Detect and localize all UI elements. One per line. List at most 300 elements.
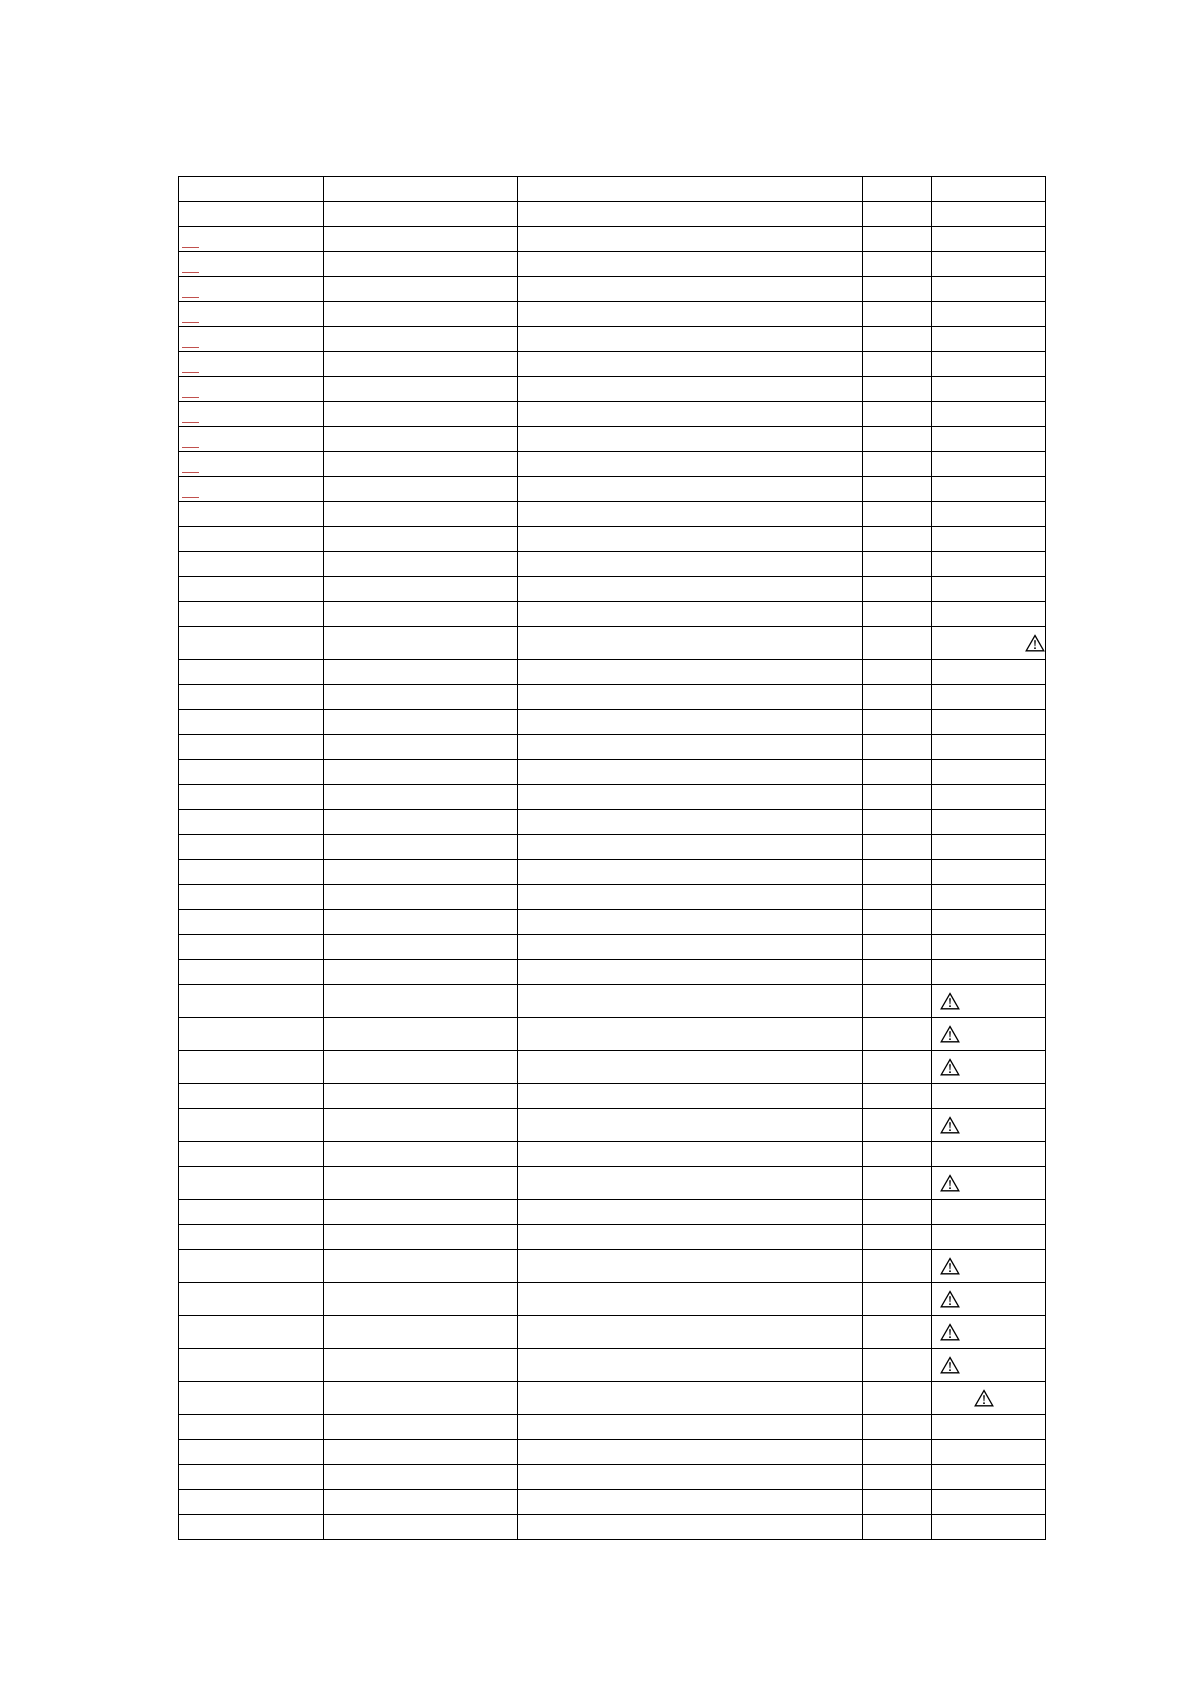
table-row bbox=[179, 177, 1046, 202]
description-cell bbox=[518, 985, 863, 1018]
remarks-cell bbox=[932, 1225, 1046, 1250]
description-cell bbox=[518, 860, 863, 885]
ref-cell bbox=[179, 1515, 324, 1540]
ref-cell bbox=[179, 735, 324, 760]
remarks-cell bbox=[932, 477, 1046, 502]
ref-cell bbox=[179, 785, 324, 810]
description-cell bbox=[518, 427, 863, 452]
qty-cell bbox=[863, 735, 932, 760]
description-cell bbox=[518, 1316, 863, 1349]
remarks-cell bbox=[932, 685, 1046, 710]
part-no-cell bbox=[324, 1109, 518, 1142]
qty-cell bbox=[863, 910, 932, 935]
remarks-cell bbox=[932, 1440, 1046, 1465]
part-no-cell bbox=[324, 627, 518, 660]
remarks-cell bbox=[932, 1465, 1046, 1490]
qty-cell bbox=[863, 302, 932, 327]
remarks-cell bbox=[932, 785, 1046, 810]
part-no-cell bbox=[324, 1200, 518, 1225]
qty-cell bbox=[863, 685, 932, 710]
table-row bbox=[179, 502, 1046, 527]
part-no-cell bbox=[324, 985, 518, 1018]
ref-cell bbox=[179, 177, 324, 202]
warning-triangle-icon bbox=[940, 992, 960, 1010]
table-row bbox=[179, 860, 1046, 885]
qty-cell bbox=[863, 177, 932, 202]
table-row bbox=[179, 685, 1046, 710]
table-row bbox=[179, 352, 1046, 377]
remarks-cell bbox=[932, 552, 1046, 577]
table-row bbox=[179, 1283, 1046, 1316]
description-cell bbox=[518, 735, 863, 760]
remarks-cell bbox=[932, 1018, 1046, 1051]
remarks-cell bbox=[932, 452, 1046, 477]
description-cell bbox=[518, 552, 863, 577]
table-row bbox=[179, 602, 1046, 627]
warning-triangle-icon bbox=[940, 1058, 960, 1076]
table-row bbox=[179, 1465, 1046, 1490]
table-row bbox=[179, 1382, 1046, 1415]
qty-cell bbox=[863, 1316, 932, 1349]
table-row bbox=[179, 402, 1046, 427]
warning-triangle-icon bbox=[940, 1290, 960, 1308]
ref-cell bbox=[179, 985, 324, 1018]
remarks-cell bbox=[932, 202, 1046, 227]
ref-cell bbox=[179, 552, 324, 577]
table-row bbox=[179, 1250, 1046, 1283]
qty-cell bbox=[863, 885, 932, 910]
qty-cell bbox=[863, 627, 932, 660]
part-no-cell bbox=[324, 1382, 518, 1415]
qty-cell bbox=[863, 1084, 932, 1109]
part-no-cell bbox=[324, 527, 518, 552]
description-cell bbox=[518, 1349, 863, 1382]
table-row bbox=[179, 552, 1046, 577]
qty-cell bbox=[863, 1465, 932, 1490]
description-cell bbox=[518, 1283, 863, 1316]
qty-cell bbox=[863, 710, 932, 735]
description-cell bbox=[518, 810, 863, 835]
ref-cell bbox=[179, 1018, 324, 1051]
remarks-cell bbox=[932, 577, 1046, 602]
remarks-cell bbox=[932, 602, 1046, 627]
table-row bbox=[179, 427, 1046, 452]
warning-triangle-icon bbox=[1025, 634, 1045, 652]
table-row bbox=[179, 760, 1046, 785]
qty-cell bbox=[863, 1018, 932, 1051]
qty-cell bbox=[863, 1200, 932, 1225]
warning-triangle-icon bbox=[940, 1025, 960, 1043]
ref-cell bbox=[179, 502, 324, 527]
description-cell bbox=[518, 302, 863, 327]
description-cell bbox=[518, 960, 863, 985]
remarks-cell bbox=[932, 960, 1046, 985]
description-cell bbox=[518, 577, 863, 602]
remarks-cell bbox=[932, 660, 1046, 685]
table-row bbox=[179, 910, 1046, 935]
part-no-cell bbox=[324, 1515, 518, 1540]
table-row bbox=[179, 627, 1046, 660]
description-cell bbox=[518, 910, 863, 935]
qty-cell bbox=[863, 1515, 932, 1540]
remarks-cell bbox=[932, 427, 1046, 452]
ref-cell bbox=[179, 1349, 324, 1382]
table-row bbox=[179, 810, 1046, 835]
ref-cell bbox=[179, 377, 324, 402]
table-row bbox=[179, 835, 1046, 860]
description-cell bbox=[518, 660, 863, 685]
ref-cell bbox=[179, 1109, 324, 1142]
description-cell bbox=[518, 1225, 863, 1250]
remarks-cell bbox=[932, 985, 1046, 1018]
part-no-cell bbox=[324, 785, 518, 810]
remarks-cell bbox=[932, 277, 1046, 302]
remarks-cell bbox=[932, 885, 1046, 910]
warning-triangle-icon bbox=[940, 1323, 960, 1341]
part-no-cell bbox=[324, 1415, 518, 1440]
remarks-cell bbox=[932, 835, 1046, 860]
warning-triangle-icon bbox=[940, 1116, 960, 1134]
table-row bbox=[179, 1018, 1046, 1051]
table-row bbox=[179, 1490, 1046, 1515]
qty-cell bbox=[863, 477, 932, 502]
remarks-cell bbox=[932, 252, 1046, 277]
table-row bbox=[179, 1142, 1046, 1167]
description-cell bbox=[518, 885, 863, 910]
table-row bbox=[179, 577, 1046, 602]
remarks-cell bbox=[932, 1382, 1046, 1415]
description-cell bbox=[518, 1250, 863, 1283]
description-cell bbox=[518, 202, 863, 227]
part-no-cell bbox=[324, 577, 518, 602]
ref-cell bbox=[179, 1382, 324, 1415]
table-row bbox=[179, 1051, 1046, 1084]
remarks-cell bbox=[932, 1283, 1046, 1316]
ref-cell bbox=[179, 660, 324, 685]
revision-mark bbox=[182, 372, 199, 373]
qty-cell bbox=[863, 277, 932, 302]
table-row bbox=[179, 377, 1046, 402]
qty-cell bbox=[863, 252, 932, 277]
table-row bbox=[179, 710, 1046, 735]
ref-cell bbox=[179, 685, 324, 710]
remarks-cell bbox=[932, 810, 1046, 835]
part-no-cell bbox=[324, 910, 518, 935]
table-row bbox=[179, 660, 1046, 685]
part-no-cell bbox=[324, 1440, 518, 1465]
qty-cell bbox=[863, 1415, 932, 1440]
warning-triangle-icon bbox=[940, 1174, 960, 1192]
remarks-cell bbox=[932, 502, 1046, 527]
qty-cell bbox=[863, 452, 932, 477]
ref-cell bbox=[179, 602, 324, 627]
ref-cell bbox=[179, 302, 324, 327]
ref-cell bbox=[179, 627, 324, 660]
table-row bbox=[179, 327, 1046, 352]
part-no-cell bbox=[324, 1316, 518, 1349]
part-no-cell bbox=[324, 760, 518, 785]
part-no-cell bbox=[324, 377, 518, 402]
description-cell bbox=[518, 785, 863, 810]
revision-mark bbox=[182, 347, 199, 348]
remarks-cell bbox=[932, 935, 1046, 960]
qty-cell bbox=[863, 227, 932, 252]
ref-cell bbox=[179, 960, 324, 985]
description-cell bbox=[518, 1490, 863, 1515]
description-cell bbox=[518, 1465, 863, 1490]
qty-cell bbox=[863, 660, 932, 685]
ref-cell bbox=[179, 885, 324, 910]
ref-cell bbox=[179, 352, 324, 377]
table-row bbox=[179, 735, 1046, 760]
description-cell bbox=[518, 527, 863, 552]
table-row bbox=[179, 960, 1046, 985]
ref-cell bbox=[179, 710, 324, 735]
remarks-cell bbox=[932, 1415, 1046, 1440]
table-row bbox=[179, 1200, 1046, 1225]
qty-cell bbox=[863, 1167, 932, 1200]
description-cell bbox=[518, 1018, 863, 1051]
remarks-cell bbox=[932, 735, 1046, 760]
remarks-cell bbox=[932, 1084, 1046, 1109]
table-row bbox=[179, 1349, 1046, 1382]
ref-cell bbox=[179, 1250, 324, 1283]
part-no-cell bbox=[324, 302, 518, 327]
qty-cell bbox=[863, 1283, 932, 1316]
table-row bbox=[179, 202, 1046, 227]
qty-cell bbox=[863, 985, 932, 1018]
qty-cell bbox=[863, 1109, 932, 1142]
part-no-cell bbox=[324, 1349, 518, 1382]
ref-cell bbox=[179, 452, 324, 477]
description-cell bbox=[518, 760, 863, 785]
remarks-cell bbox=[932, 1349, 1046, 1382]
part-no-cell bbox=[324, 552, 518, 577]
qty-cell bbox=[863, 1225, 932, 1250]
qty-cell bbox=[863, 760, 932, 785]
ref-cell bbox=[179, 1415, 324, 1440]
description-cell bbox=[518, 477, 863, 502]
description-cell bbox=[518, 277, 863, 302]
table-row bbox=[179, 452, 1046, 477]
ref-cell bbox=[179, 1084, 324, 1109]
description-cell bbox=[518, 1167, 863, 1200]
qty-cell bbox=[863, 1250, 932, 1283]
ref-cell bbox=[179, 527, 324, 552]
qty-cell bbox=[863, 960, 932, 985]
remarks-cell bbox=[932, 1142, 1046, 1167]
description-cell bbox=[518, 1415, 863, 1440]
part-no-cell bbox=[324, 835, 518, 860]
description-cell bbox=[518, 710, 863, 735]
table-row bbox=[179, 1167, 1046, 1200]
part-no-cell bbox=[324, 1250, 518, 1283]
remarks-cell bbox=[932, 1109, 1046, 1142]
ref-cell bbox=[179, 1316, 324, 1349]
part-no-cell bbox=[324, 202, 518, 227]
ref-cell bbox=[179, 810, 324, 835]
ref-cell bbox=[179, 1167, 324, 1200]
revision-mark bbox=[182, 322, 199, 323]
table-row bbox=[179, 985, 1046, 1018]
qty-cell bbox=[863, 1051, 932, 1084]
qty-cell bbox=[863, 527, 932, 552]
part-no-cell bbox=[324, 960, 518, 985]
ref-cell bbox=[179, 1283, 324, 1316]
description-cell bbox=[518, 402, 863, 427]
ref-cell bbox=[179, 577, 324, 602]
description-cell bbox=[518, 1051, 863, 1084]
part-no-cell bbox=[324, 1018, 518, 1051]
part-no-cell bbox=[324, 1084, 518, 1109]
qty-cell bbox=[863, 1440, 932, 1465]
description-cell bbox=[518, 1382, 863, 1415]
description-cell bbox=[518, 1515, 863, 1540]
remarks-cell bbox=[932, 377, 1046, 402]
part-no-cell bbox=[324, 502, 518, 527]
remarks-cell bbox=[932, 402, 1046, 427]
part-no-cell bbox=[324, 352, 518, 377]
ref-cell bbox=[179, 1142, 324, 1167]
remarks-cell bbox=[932, 177, 1046, 202]
table-row bbox=[179, 1316, 1046, 1349]
part-no-cell bbox=[324, 935, 518, 960]
warning-triangle-icon bbox=[974, 1389, 994, 1407]
warning-triangle-icon bbox=[940, 1257, 960, 1275]
qty-cell bbox=[863, 835, 932, 860]
qty-cell bbox=[863, 502, 932, 527]
revision-mark bbox=[182, 272, 199, 273]
revision-mark bbox=[182, 447, 199, 448]
table-row bbox=[179, 1415, 1046, 1440]
revision-mark bbox=[182, 297, 199, 298]
part-no-cell bbox=[324, 602, 518, 627]
parts-list-table bbox=[178, 176, 1046, 1540]
revision-mark bbox=[182, 472, 199, 473]
remarks-cell bbox=[932, 352, 1046, 377]
remarks-cell bbox=[932, 760, 1046, 785]
ref-cell bbox=[179, 227, 324, 252]
qty-cell bbox=[863, 860, 932, 885]
part-no-cell bbox=[324, 685, 518, 710]
ref-cell bbox=[179, 427, 324, 452]
qty-cell bbox=[863, 577, 932, 602]
description-cell bbox=[518, 835, 863, 860]
qty-cell bbox=[863, 352, 932, 377]
ref-cell bbox=[179, 277, 324, 302]
remarks-cell bbox=[932, 327, 1046, 352]
qty-cell bbox=[863, 935, 932, 960]
part-no-cell bbox=[324, 710, 518, 735]
remarks-cell bbox=[932, 1167, 1046, 1200]
qty-cell bbox=[863, 402, 932, 427]
description-cell bbox=[518, 227, 863, 252]
qty-cell bbox=[863, 810, 932, 835]
description-cell bbox=[518, 1142, 863, 1167]
remarks-cell bbox=[932, 1200, 1046, 1225]
qty-cell bbox=[863, 327, 932, 352]
ref-cell bbox=[179, 1051, 324, 1084]
table-row bbox=[179, 1109, 1046, 1142]
description-cell bbox=[518, 252, 863, 277]
qty-cell bbox=[863, 552, 932, 577]
table-row bbox=[179, 785, 1046, 810]
part-no-cell bbox=[324, 402, 518, 427]
ref-cell bbox=[179, 835, 324, 860]
description-cell bbox=[518, 177, 863, 202]
qty-cell bbox=[863, 1349, 932, 1382]
part-no-cell bbox=[324, 327, 518, 352]
parts-list-body bbox=[179, 177, 1046, 1540]
revision-mark bbox=[182, 422, 199, 423]
part-no-cell bbox=[324, 1465, 518, 1490]
ref-cell bbox=[179, 402, 324, 427]
warning-triangle-icon bbox=[940, 1356, 960, 1374]
description-cell bbox=[518, 1084, 863, 1109]
table-row bbox=[179, 885, 1046, 910]
remarks-cell bbox=[932, 710, 1046, 735]
part-no-cell bbox=[324, 1167, 518, 1200]
table-row bbox=[179, 252, 1046, 277]
ref-cell bbox=[179, 1200, 324, 1225]
qty-cell bbox=[863, 1490, 932, 1515]
table-row bbox=[179, 277, 1046, 302]
ref-cell bbox=[179, 910, 324, 935]
qty-cell bbox=[863, 377, 932, 402]
part-no-cell bbox=[324, 452, 518, 477]
ref-cell bbox=[179, 1465, 324, 1490]
part-no-cell bbox=[324, 477, 518, 502]
part-no-cell bbox=[324, 1225, 518, 1250]
remarks-cell bbox=[932, 1250, 1046, 1283]
part-no-cell bbox=[324, 1142, 518, 1167]
qty-cell bbox=[863, 202, 932, 227]
ref-cell bbox=[179, 202, 324, 227]
description-cell bbox=[518, 1200, 863, 1225]
table-row bbox=[179, 477, 1046, 502]
part-no-cell bbox=[324, 277, 518, 302]
qty-cell bbox=[863, 1142, 932, 1167]
description-cell bbox=[518, 627, 863, 660]
ref-cell bbox=[179, 1490, 324, 1515]
table-row bbox=[179, 1515, 1046, 1540]
remarks-cell bbox=[932, 1316, 1046, 1349]
part-no-cell bbox=[324, 427, 518, 452]
table-row bbox=[179, 1225, 1046, 1250]
table-row bbox=[179, 1440, 1046, 1465]
part-no-cell bbox=[324, 660, 518, 685]
qty-cell bbox=[863, 785, 932, 810]
table-row bbox=[179, 227, 1046, 252]
ref-cell bbox=[179, 1225, 324, 1250]
remarks-cell bbox=[932, 860, 1046, 885]
table-row bbox=[179, 935, 1046, 960]
part-no-cell bbox=[324, 177, 518, 202]
part-no-cell bbox=[324, 1283, 518, 1316]
part-no-cell bbox=[324, 885, 518, 910]
ref-cell bbox=[179, 760, 324, 785]
table-row bbox=[179, 302, 1046, 327]
description-cell bbox=[518, 602, 863, 627]
description-cell bbox=[518, 352, 863, 377]
remarks-cell bbox=[932, 910, 1046, 935]
part-no-cell bbox=[324, 810, 518, 835]
qty-cell bbox=[863, 427, 932, 452]
remarks-cell bbox=[932, 227, 1046, 252]
description-cell bbox=[518, 377, 863, 402]
description-cell bbox=[518, 452, 863, 477]
description-cell bbox=[518, 502, 863, 527]
